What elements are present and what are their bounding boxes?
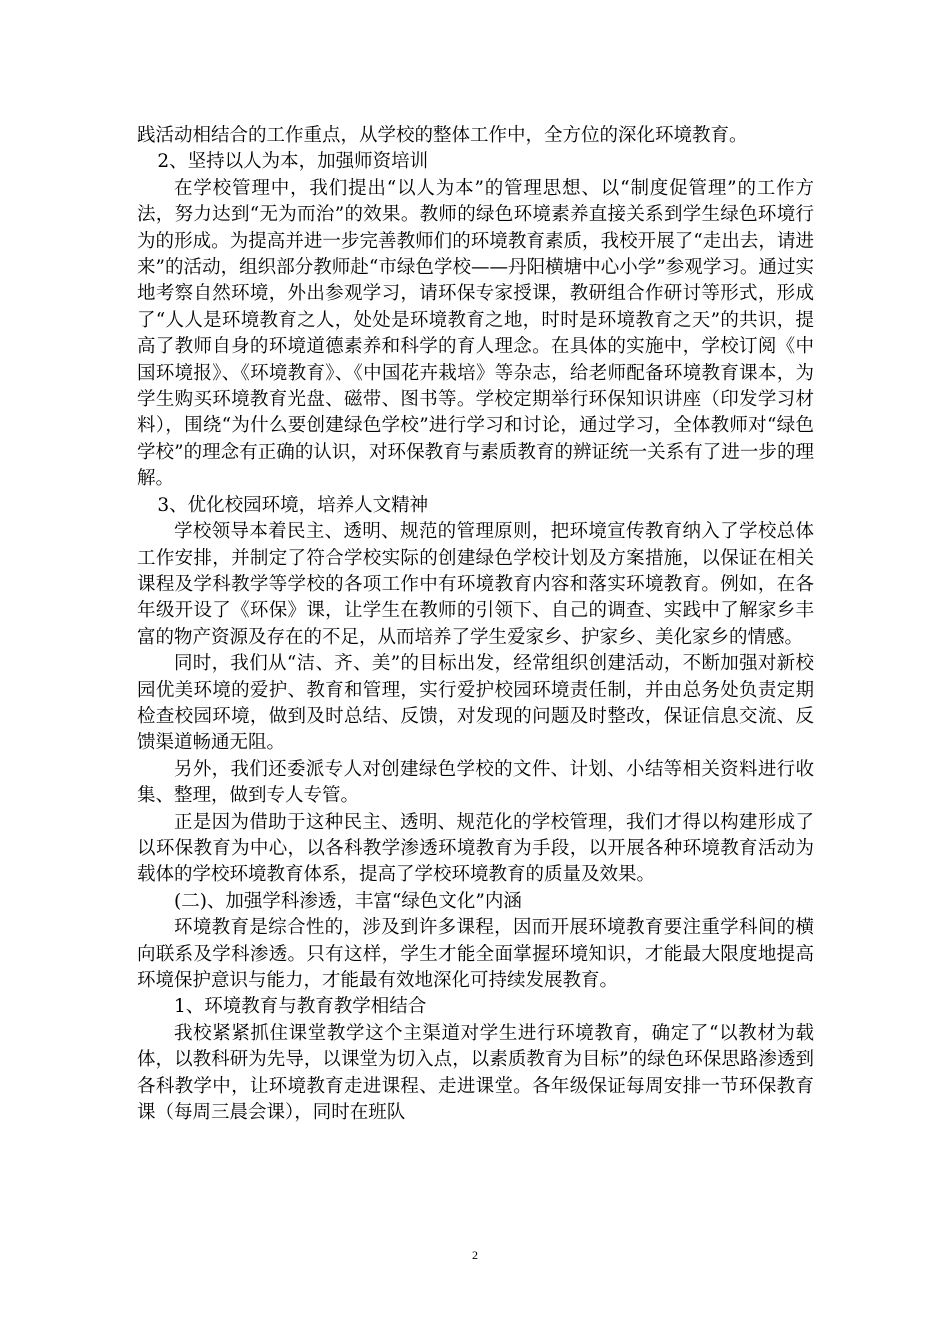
paragraph-continuation: 践活动相结合的工作重点，从学校的整体工作中，全方位的深化环境教育。 bbox=[137, 125, 748, 146]
body-paragraph: 另外，我们还委派专人对创建绿色学校的文件、计划、小结等相关资料进行收集、整理，做到专人专管。 bbox=[137, 758, 814, 807]
section-heading: 3、优化校园环境，培养人文精神 bbox=[157, 494, 429, 516]
page-number: 2 bbox=[472, 1248, 478, 1262]
body-paragraph: 学校领导本着民主、透明、规范的管理原则，把环境宣传教育纳入了学校总体工作安排，并制定了符合学校实际的创建绿色学校计划及方案措施，以保证在相关课程及学科教学等学校的各项工作中有环境教育内容和落实环境教育。例如，在各年级开设了《环保》课，让学生在教师的引领下、自己的调查、实践中了解家乡丰富的物产资源及存在的不足，从而培养了学生爱家乡、护家乡、美化家乡的情感。 bbox=[137, 521, 814, 648]
body-paragraph: 环境教育是综合性的，涉及到许多课程，因而开展环境教育要注重学科间的横向联系及学科渗透。只有这样，学生才能全面掌握环境知识，才能最大限度地提高环境保护意识与能力，才能最有效地深化可持续发展教育。 bbox=[137, 917, 814, 991]
section-subheading: 1、环境教育与教育教学相结合 bbox=[174, 996, 427, 1018]
section-subheading: (二)、加强学科渗透，丰富“绿色文化”内涵 bbox=[174, 890, 522, 912]
body-paragraph: 同时，我们从“洁、齐、美”的目标出发，经常组织创建活动，不断加强对新校园优美环境的爱护、教育和管理，实行爱护校园环境责任制，并由总务处负责定期检查校园环境，做到及时总结、反馈，对发现的问题及时整改，保证信息交流、反馈渠道畅通无阻。 bbox=[137, 653, 814, 754]
document-body bbox=[137, 123, 814, 1126]
body-paragraph: 正是因为借助于这种民主、透明、规范化的学校管理，我们才得以构建形成了以环保教育为中心，以各科教学渗透环境教育为手段，以开展各种环境教育活动为载体的学校环境教育体系，提高了学校环境教育的质量及效果。 bbox=[137, 811, 814, 886]
body-paragraph: 在学校管理中，我们提出“以人为本”的管理思想、以“制度促管理”的工作方法，努力达到“无为而治”的效果。教师的绿色环境素养直接关系到学生绿色环境行为的形成。为提高并进一步完善教师们的环境教育素质，我校开展了“走出去，请进来”的活动，组织部分教师赴“市绿色学校——丹阳横塘中心小学”参观学习。通过实地考察自然环境，外出参观学习，请环保专家授课，教研组合作研讨等形式，形成了“人人是环境教育之人，处处是环境教育之地，时时是环境教育之天”的共识，提高了教师自身的环境道德素养和科学的育人理念。在具体的实施中，学校订阅《中国环境报》、《环境教育》、《中国花卉栽培》等杂志，给老师配备环境教育课本，为学生购买环境教育光盘、磁带、图书等。学校定期举行环保知识讲座（印发学习材料），围绕“为什么要创建绿色学校”进行学习和讨论，通过学习，全体教师对“绿色学校”的理念有正确的认识，对环保教育与素质教育的辨证统一关系有了进一步的理解。 bbox=[137, 177, 814, 490]
body-paragraph: 我校紧紧抓住课堂教学这个主渠道对学生进行环境教育，确定了“以教材为载体，以教科研为先导，以课堂为切入点，以素质教育为目标”的绿色环保思路渗透到各科教学中，让环境教育走进课程、走进课堂。各年级保证每周安排一节环保教育课（每周三晨会课），同时在班队 bbox=[137, 1022, 814, 1124]
section-heading: 2、坚持以人为本，加强师资培训 bbox=[157, 151, 429, 173]
